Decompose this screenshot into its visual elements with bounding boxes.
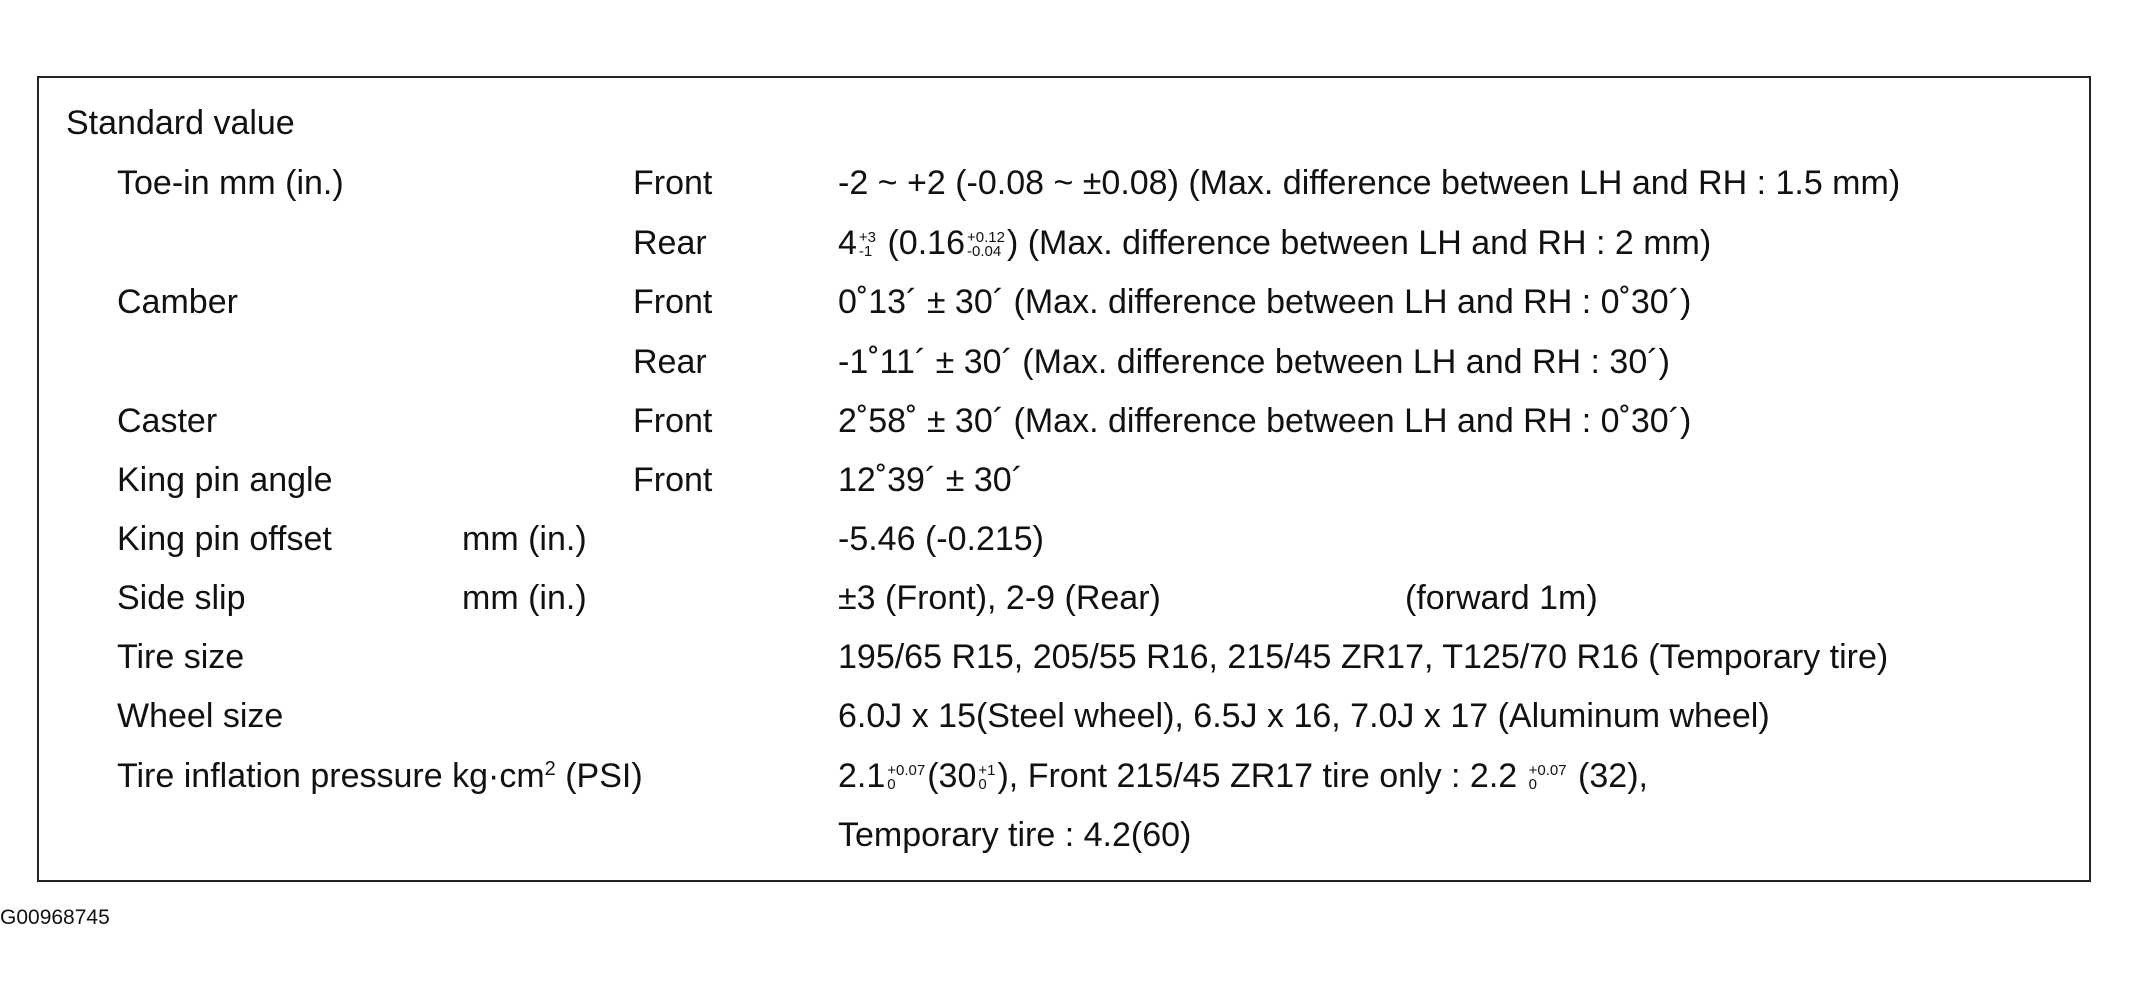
position-camber-front: Front [633,283,713,321]
position-toe-in-rear: Rear [633,224,707,262]
value-camber-front: 0˚13´ ± 30´ (Max. difference between LH and RH : 0˚30´) [838,283,1692,321]
item-wheel-size: Wheel size [117,697,284,735]
item-king-pin-angle: King pin angle [117,461,333,499]
value-side-slip: ±3 (Front), 2-9 (Rear) [838,579,1161,617]
value-wheel-size: 6.0J x 15(Steel wheel), 6.5J x 16, 7.0J x 17 (Aluminum wheel) [838,697,1770,735]
position-toe-in-front: Front [633,164,713,202]
value-king-pin-angle: 12˚39´ ± 30´ [838,461,1023,499]
unit-king-pin-offset: mm (in.) [462,520,587,558]
value-tire-size: 195/65 R15, 205/55 R16, 215/45 ZR17, T125/70 R16 (Temporary tire) [838,638,1889,676]
value-toe-in-front: -2 ~ +2 (-0.08 ~ ±0.08) (Max. difference between LH and RH : 1.5 mm) [838,164,1901,202]
item-toe-in: Toe-in mm (in.) [117,164,344,202]
item-side-slip: Side slip [117,579,246,617]
value-king-pin-offset: -5.46 (-0.215) [838,520,1044,558]
position-caster-front: Front [633,402,713,440]
item-tire-size: Tire size [117,638,245,676]
value-caster-front: 2˚58˚ ± 30´ (Max. difference between LH and RH : 0˚30´) [838,402,1692,440]
item-camber: Camber [117,283,238,321]
position-camber-rear: Rear [633,343,707,381]
value-toe-in-rear: 4 +3 -1 (0.16 +0.12 -0.04 ) (Max. difference between LH and RH : 2 mm) [838,224,1712,262]
position-king-pin-angle-front: Front [633,461,713,499]
item-caster: Caster [117,402,218,440]
item-tire-inflation-pressure: Tire inflation pressure $kg\cdot cm^2$ (PSI) [117,757,643,795]
value-tire-inflation-pressure: 2.1 +0.07 0 (30 +1 0 ), Front 215/45 ZR17 tire only : 2.2 +0.07 0 (32), [838,757,1648,795]
figure-id: G00968745 [0,906,110,929]
note-side-slip: (forward 1m) [1405,579,1598,617]
value-temporary-tire-pressure: Temporary tire : 4.2(60) [838,816,1192,854]
standard-value-heading: Standard value [66,104,295,142]
value-camber-rear: -1˚11´ ± 30´ (Max. difference between LH and RH : 30´) [838,343,1670,381]
unit-side-slip: mm (in.) [462,579,587,617]
item-king-pin-offset: King pin offset [117,520,332,558]
